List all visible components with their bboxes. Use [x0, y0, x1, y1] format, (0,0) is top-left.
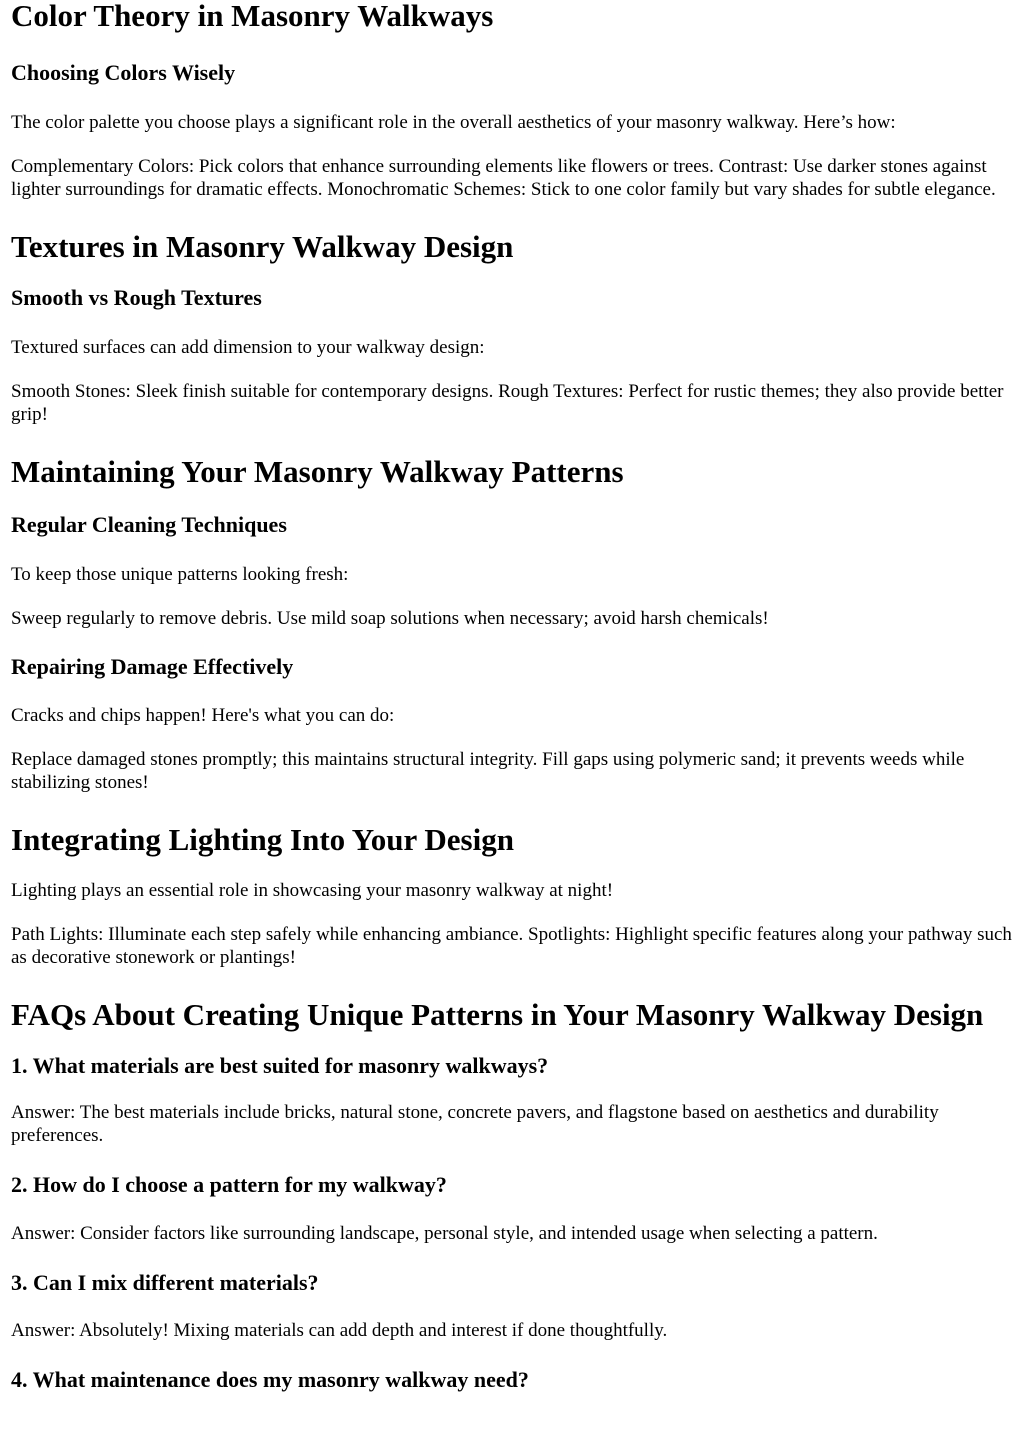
faq-answer: Answer: Consider factors like surrounding landscape, personal style, and intended usage when selecting a pattern. — [11, 1223, 878, 1244]
paragraph: The color palette you choose plays a significant role in the overall aesthetics of your masonry walkway. Here’s how: — [11, 112, 896, 133]
faq-question: 4. What maintenance does my masonry walkway need? — [11, 1367, 529, 1392]
section-heading-color-theory: Color Theory in Masonry Walkways — [11, 0, 494, 33]
subheading-smooth-vs-rough: Smooth vs Rough Textures — [11, 285, 262, 310]
faq-question: 1. What materials are best suited for masonry walkways? — [11, 1053, 549, 1078]
subheading-regular-cleaning: Regular Cleaning Techniques — [11, 512, 287, 537]
faq-question: 3. Can I mix different materials? — [11, 1270, 319, 1295]
paragraph: Replace damaged stones promptly; this maintains structural integrity. Fill gaps using polymeric sand; it prevents weeds while stabilizing stones! — [11, 749, 965, 793]
section-heading-textures: Textures in Masonry Walkway Design — [11, 229, 514, 264]
faq-question: 2. How do I choose a pattern for my walkway? — [11, 1172, 447, 1197]
subheading-choosing-colors: Choosing Colors Wisely — [11, 60, 236, 85]
paragraph: Sweep regularly to remove debris. Use mild soap solutions when necessary; avoid harsh chemicals! — [11, 608, 769, 629]
paragraph: Lighting plays an essential role in showcasing your masonry walkway at night! — [11, 880, 614, 901]
section-heading-faqs: FAQs About Creating Unique Patterns in Your Masonry Walkway Design — [11, 997, 984, 1032]
paragraph: Complementary Colors: Pick colors that enhance surrounding elements like flowers or trees. Contrast: Use darker stones against lighter surroundings for dramatic effects. Monochromatic Schemes: Stick to one color family but vary shades for subtle elegance. — [11, 156, 996, 200]
faq-answer: Answer: The best materials include bricks, natural stone, concrete pavers, and flagstone based on aesthetics and durability preferences. — [11, 1102, 939, 1146]
paragraph: Smooth Stones: Sleek finish suitable for contemporary designs. Rough Textures: Perfect for rustic themes; they also provide better grip! — [11, 381, 1004, 425]
paragraph: To keep those unique patterns looking fresh: — [11, 564, 349, 585]
paragraph: Cracks and chips happen! Here's what you can do: — [11, 705, 395, 726]
subheading-repairing-damage: Repairing Damage Effectively — [11, 654, 294, 679]
paragraph: Textured surfaces can add dimension to your walkway design: — [11, 337, 485, 358]
faq-answer: Answer: Absolutely! Mixing materials can add depth and interest if done thoughtfully. — [11, 1320, 668, 1341]
section-heading-maintaining: Maintaining Your Masonry Walkway Patterns — [11, 454, 624, 489]
section-heading-lighting: Integrating Lighting Into Your Design — [11, 822, 514, 857]
paragraph: Path Lights: Illuminate each step safely while enhancing ambiance. Spotlights: Highlight specific features along your pathway such as decorative stonework or plantings! — [11, 924, 1012, 968]
